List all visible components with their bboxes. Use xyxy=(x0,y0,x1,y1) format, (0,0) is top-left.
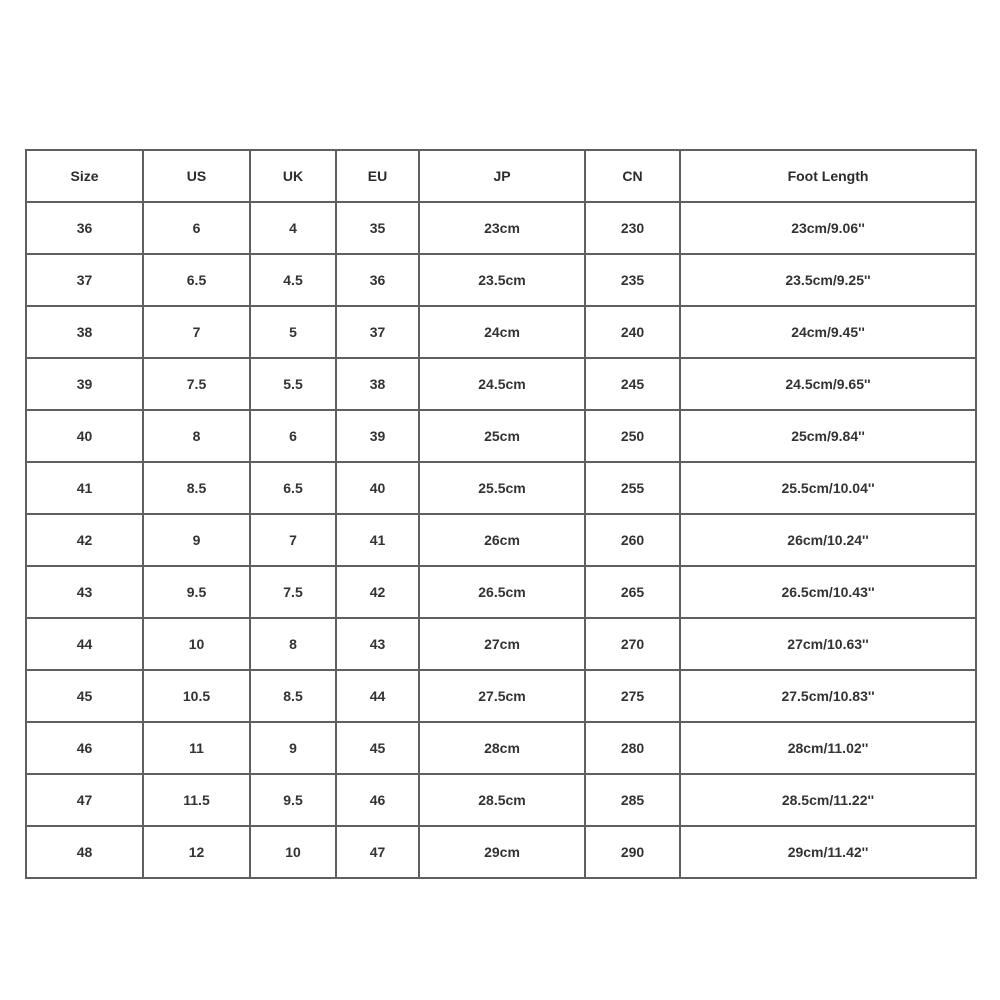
header-cn: CN xyxy=(585,150,680,202)
uk-cell: 7 xyxy=(250,514,336,566)
cn-cell: 235 xyxy=(585,254,680,306)
us-cell: 12 xyxy=(143,826,250,878)
uk-cell: 9 xyxy=(250,722,336,774)
uk-cell: 5.5 xyxy=(250,358,336,410)
uk-cell: 9.5 xyxy=(250,774,336,826)
size-cell: 40 xyxy=(26,410,143,462)
table-row xyxy=(26,514,976,566)
table-row xyxy=(26,306,976,358)
cn-cell: 230 xyxy=(585,202,680,254)
header-size: Size xyxy=(26,150,143,202)
foot-length-cell: 27.5cm/10.83'' xyxy=(680,670,976,722)
jp-cell: 27cm xyxy=(419,618,585,670)
uk-cell: 8 xyxy=(250,618,336,670)
us-cell: 7.5 xyxy=(143,358,250,410)
size-cell: 38 xyxy=(26,306,143,358)
foot-length-cell: 26cm/10.24'' xyxy=(680,514,976,566)
jp-cell: 24.5cm xyxy=(419,358,585,410)
size-cell: 45 xyxy=(26,670,143,722)
cn-cell: 285 xyxy=(585,774,680,826)
eu-cell: 37 xyxy=(336,306,419,358)
table-row xyxy=(26,774,976,826)
size-cell: 42 xyxy=(26,514,143,566)
us-cell: 11.5 xyxy=(143,774,250,826)
jp-cell: 26.5cm xyxy=(419,566,585,618)
size-cell: 41 xyxy=(26,462,143,514)
table-row xyxy=(26,618,976,670)
eu-cell: 41 xyxy=(336,514,419,566)
jp-cell: 25.5cm xyxy=(419,462,585,514)
size-cell: 43 xyxy=(26,566,143,618)
jp-cell: 23cm xyxy=(419,202,585,254)
table-body xyxy=(26,202,976,878)
us-cell: 10.5 xyxy=(143,670,250,722)
foot-length-cell: 27cm/10.63'' xyxy=(680,618,976,670)
table-row xyxy=(26,826,976,878)
eu-cell: 35 xyxy=(336,202,419,254)
uk-cell: 4.5 xyxy=(250,254,336,306)
cn-cell: 245 xyxy=(585,358,680,410)
header-foot-length: Foot Length xyxy=(680,150,976,202)
eu-cell: 46 xyxy=(336,774,419,826)
size-cell: 47 xyxy=(26,774,143,826)
us-cell: 7 xyxy=(143,306,250,358)
uk-cell: 10 xyxy=(250,826,336,878)
uk-cell: 6 xyxy=(250,410,336,462)
foot-length-cell: 28.5cm/11.22'' xyxy=(680,774,976,826)
foot-length-cell: 29cm/11.42'' xyxy=(680,826,976,878)
table-row xyxy=(26,410,976,462)
cn-cell: 250 xyxy=(585,410,680,462)
foot-length-cell: 25.5cm/10.04'' xyxy=(680,462,976,514)
cn-cell: 280 xyxy=(585,722,680,774)
jp-cell: 24cm xyxy=(419,306,585,358)
table-header xyxy=(26,150,976,202)
foot-length-cell: 24cm/9.45'' xyxy=(680,306,976,358)
jp-cell: 26cm xyxy=(419,514,585,566)
table-row xyxy=(26,566,976,618)
table-row xyxy=(26,722,976,774)
table-row xyxy=(26,358,976,410)
jp-cell: 28cm xyxy=(419,722,585,774)
table-row xyxy=(26,462,976,514)
foot-length-cell: 25cm/9.84'' xyxy=(680,410,976,462)
us-cell: 11 xyxy=(143,722,250,774)
jp-cell: 23.5cm xyxy=(419,254,585,306)
jp-cell: 25cm xyxy=(419,410,585,462)
us-cell: 10 xyxy=(143,618,250,670)
eu-cell: 47 xyxy=(336,826,419,878)
foot-length-cell: 24.5cm/9.65'' xyxy=(680,358,976,410)
uk-cell: 7.5 xyxy=(250,566,336,618)
size-cell: 46 xyxy=(26,722,143,774)
foot-length-cell: 23.5cm/9.25'' xyxy=(680,254,976,306)
cn-cell: 260 xyxy=(585,514,680,566)
foot-length-cell: 26.5cm/10.43'' xyxy=(680,566,976,618)
foot-length-cell: 23cm/9.06'' xyxy=(680,202,976,254)
header-row xyxy=(26,150,976,202)
cn-cell: 275 xyxy=(585,670,680,722)
uk-cell: 8.5 xyxy=(250,670,336,722)
eu-cell: 39 xyxy=(336,410,419,462)
eu-cell: 44 xyxy=(336,670,419,722)
cn-cell: 265 xyxy=(585,566,680,618)
header-eu: EU xyxy=(336,150,419,202)
us-cell: 8.5 xyxy=(143,462,250,514)
header-us: US xyxy=(143,150,250,202)
table-row xyxy=(26,254,976,306)
us-cell: 6.5 xyxy=(143,254,250,306)
jp-cell: 28.5cm xyxy=(419,774,585,826)
size-cell: 48 xyxy=(26,826,143,878)
cn-cell: 240 xyxy=(585,306,680,358)
us-cell: 9.5 xyxy=(143,566,250,618)
us-cell: 6 xyxy=(143,202,250,254)
eu-cell: 40 xyxy=(336,462,419,514)
cn-cell: 270 xyxy=(585,618,680,670)
jp-cell: 27.5cm xyxy=(419,670,585,722)
foot-length-cell: 28cm/11.02'' xyxy=(680,722,976,774)
table-row xyxy=(26,202,976,254)
us-cell: 9 xyxy=(143,514,250,566)
eu-cell: 45 xyxy=(336,722,419,774)
cn-cell: 290 xyxy=(585,826,680,878)
size-cell: 39 xyxy=(26,358,143,410)
cn-cell: 255 xyxy=(585,462,680,514)
size-cell: 44 xyxy=(26,618,143,670)
eu-cell: 36 xyxy=(336,254,419,306)
size-chart-table xyxy=(25,149,977,879)
uk-cell: 5 xyxy=(250,306,336,358)
header-uk: UK xyxy=(250,150,336,202)
uk-cell: 6.5 xyxy=(250,462,336,514)
jp-cell: 29cm xyxy=(419,826,585,878)
header-jp: JP xyxy=(419,150,585,202)
size-cell: 37 xyxy=(26,254,143,306)
eu-cell: 43 xyxy=(336,618,419,670)
size-cell: 36 xyxy=(26,202,143,254)
uk-cell: 4 xyxy=(250,202,336,254)
table-row xyxy=(26,670,976,722)
us-cell: 8 xyxy=(143,410,250,462)
eu-cell: 42 xyxy=(336,566,419,618)
eu-cell: 38 xyxy=(336,358,419,410)
